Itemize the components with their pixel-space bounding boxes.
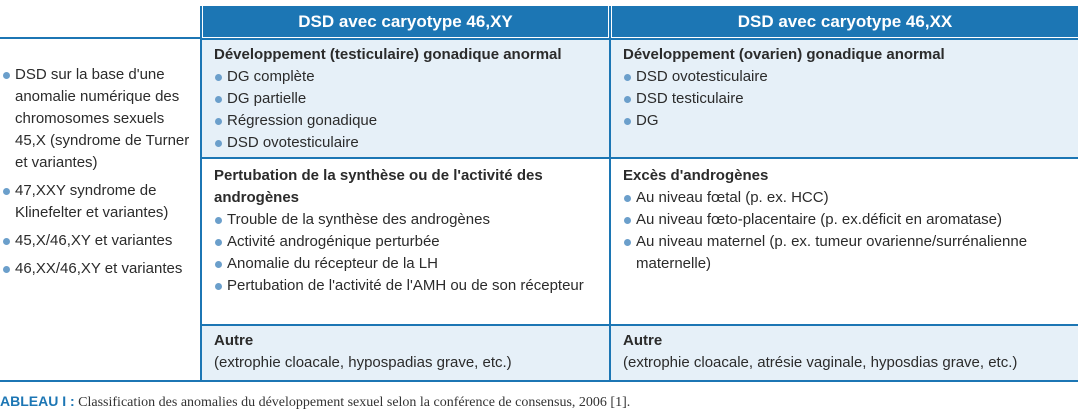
header-46xy: DSD avec caryotype 46,XY: [203, 6, 608, 37]
xy-row2-title: Pertubation de la synthèse ou de l'activité des androgènes: [214, 167, 543, 206]
caption-label: ABLEAU I :: [0, 393, 75, 409]
xy-row1-item: DSD ovotesticulaire: [214, 132, 599, 154]
xy-row1-item: Régression gonadique: [214, 110, 599, 132]
rule-bottom: [0, 380, 1078, 382]
xx-row1-item: DSD ovotesticulaire: [623, 66, 1068, 88]
xx-row1-cell: [611, 40, 1078, 157]
xy-row3-text: (extrophie cloacale, hypospadias grave, etc.): [214, 354, 512, 371]
xy-row2-item: Pertubation de l'activité de l'AMH ou de son récepteur: [214, 275, 599, 297]
rule-top-left: [0, 37, 200, 39]
xx-row2-item: Au niveau fœtal (p. ex. HCC): [623, 187, 1068, 209]
xx-row3-cell: [611, 326, 1078, 380]
xy-row2-item: Activité androgénique perturbée: [214, 231, 599, 253]
left-item: 45,X/46,XY et variantes: [2, 230, 194, 252]
xy-row1-cell: [202, 40, 609, 157]
table-caption: [0, 393, 630, 411]
xy-row3-cell: [202, 326, 609, 380]
caption-text: Classification des anomalies du développement sexuel selon la conférence de consensus, 2006 [1].: [78, 395, 631, 410]
xx-row3-title: Autre: [623, 332, 663, 349]
xx-row2-cell: [611, 159, 1078, 324]
left-item: DSD sur la base d'une anomalie numérique des chromosomes sexuels 45,X (syndrome de Turner et variantes): [2, 64, 194, 174]
xy-row1-item: DG partielle: [214, 88, 599, 110]
xx-row1-item: DG: [623, 110, 1068, 132]
left-item: 47,XXY syndrome de Klinefelter et variantes): [2, 180, 194, 224]
xx-row1-title: Développement (ovarien) gonadique anormal: [623, 46, 945, 63]
xy-row2-cell: [202, 159, 609, 324]
xx-row2-title: Excès d'androgènes: [623, 167, 769, 184]
xy-row1-title: Développement (testiculaire) gonadique anormal: [214, 46, 562, 63]
xy-row2-item: Trouble de la synthèse des androgènes: [214, 209, 599, 231]
xx-row2-item: Au niveau maternel (p. ex. tumeur ovarienne/surrénalienne maternelle): [623, 231, 1068, 275]
left-column-chromosomal: [0, 40, 200, 286]
xy-row1-item: DG complète: [214, 66, 599, 88]
xx-row3-text: (extrophie cloacale, atrésie vaginale, hyposdias grave, etc.): [623, 354, 1018, 371]
xx-row2-item: Au niveau fœto-placentaire (p. ex.déficit en aromatase): [623, 209, 1068, 231]
header-46xx: DSD avec caryotype 46,XX: [612, 6, 1078, 37]
xx-row1-item: DSD testiculaire: [623, 88, 1068, 110]
xy-row2-item: Anomalie du récepteur de la LH: [214, 253, 599, 275]
left-item: 46,XX/46,XY et variantes: [2, 258, 194, 280]
xy-row3-title: Autre: [214, 332, 254, 349]
